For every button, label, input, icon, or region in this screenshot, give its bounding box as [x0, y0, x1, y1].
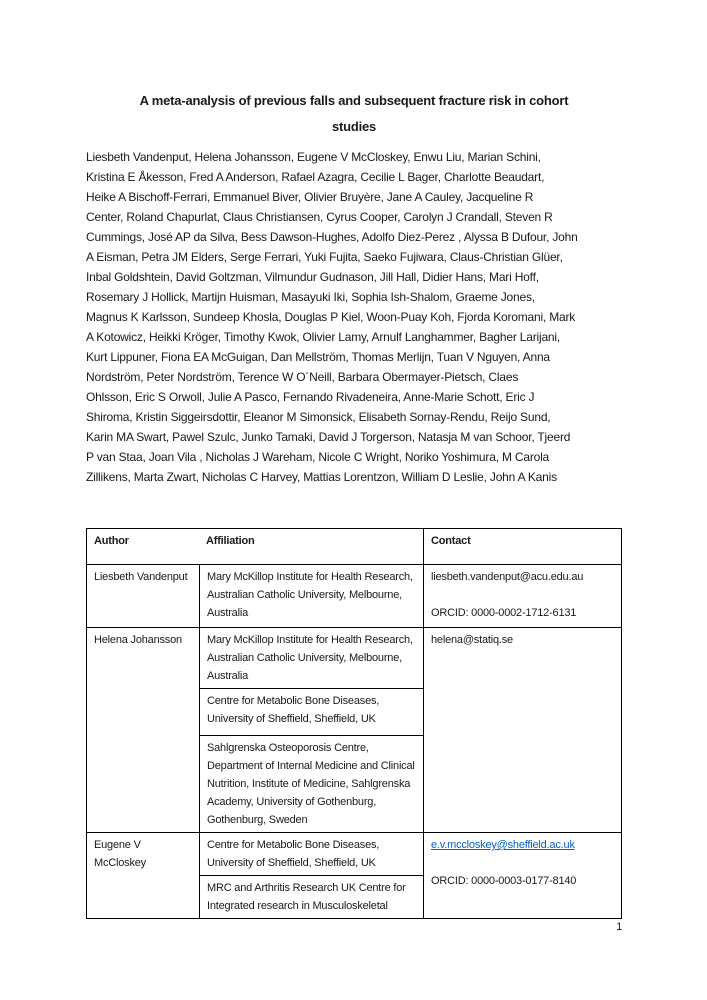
affiliation-entry: Centre for Metabolic Bone Diseases, University of Sheffield, Sheffield, UK: [207, 839, 380, 869]
table-row: [87, 564, 621, 627]
email-text: helena@statiq.se: [431, 634, 513, 646]
author-list-line: P van Staa, Joan Vila , Nicholas J Wareham, Nicole C Wright, Noriko Yoshimura, M Carola: [86, 450, 550, 464]
email-link[interactable]: e.v.mccloskey@sheffield.ac.uk: [431, 839, 575, 851]
paper-title-line1: A meta-analysis of previous falls and subsequent fracture risk in cohort: [139, 93, 569, 108]
orcid-text: ORCID: 0000-0003-0177-8140: [431, 875, 577, 887]
author-list-line: Rosemary J Hollick, Martijn Huisman, Masayuki Iki, Sophia Ish-Shalom, Graeme Jones,: [86, 290, 535, 304]
author-list-line: Kristina E Åkesson, Fred A Anderson, Rafael Azagra, Cecilie L Bager, Charlotte Beaudart,: [86, 170, 545, 184]
author-list-line: Ohlsson, Eric S Orwoll, Julie A Pasco, Fernando Rivadeneira, Anne-Marie Schott, Eric J: [86, 390, 535, 404]
affiliation-entry: Mary McKillop Institute for Health Research, Australian Catholic University, Melbourne, Australia: [207, 634, 413, 682]
author-list-line: Karin MA Swart, Pawel Szulc, Junko Tamaki, David J Torgerson, Natasja M van Schoor, Tjeerd: [86, 430, 571, 444]
author-list-line: Nordström, Peter Nordström, Terence W O´Neill, Barbara Obermayer-Pietsch, Claes: [86, 370, 519, 384]
table-header-author: Author: [94, 535, 129, 547]
affiliation-cell: [199, 628, 423, 832]
author-list-line: A Eisman, Petra JM Elders, Serge Ferrari, Yuki Fujita, Saeko Fujiwara, Claus-Christian Glüer,: [86, 250, 563, 264]
table-header-affiliation: Affiliation: [206, 535, 255, 547]
author-list: [86, 147, 622, 487]
email-text: liesbeth.vandenput@acu.edu.au: [431, 571, 584, 583]
table-header-contact: Contact: [423, 529, 621, 564]
affiliation-cell: [199, 565, 423, 627]
author-list-line: Center, Roland Chapurlat, Claus Christiansen, Cyrus Cooper, Carolyn J Crandall, Steven R: [86, 210, 553, 224]
author-list-line: Magnus K Karlsson, Sundeep Khosla, Douglas P Kiel, Woon-Puay Koh, Fjorda Koromani, Mark: [86, 310, 576, 324]
page-number: 1: [616, 921, 622, 933]
contact-cell: [423, 565, 621, 627]
author-cell: Liesbeth Vandenput: [94, 571, 188, 583]
authors-table: [86, 528, 622, 919]
affiliation-entry: Mary McKillop Institute for Health Research, Australian Catholic University, Melbourne, Australia: [207, 571, 413, 619]
author-list-line: Liesbeth Vandenput, Helena Johansson, Eugene V McCloskey, Enwu Liu, Marian Schini,: [86, 150, 541, 164]
author-list-line: Zillikens, Marta Zwart, Nicholas C Harvey, Mattias Lorentzon, William D Leslie, John A Kanis: [86, 470, 557, 484]
affiliation-cell: [199, 833, 423, 918]
page-content: [86, 0, 622, 919]
author-cell: Eugene V McCloskey: [94, 839, 146, 869]
author-list-line: A Kotowicz, Heikki Kröger, Timothy Kwok, Olivier Lamy, Arnulf Langhammer, Bagher Larijani,: [86, 330, 560, 344]
affiliation-entry: MRC and Arthritis Research UK Centre for Integrated research in Musculoskeletal: [200, 875, 423, 918]
affiliation-entry: Sahlgrenska Osteoporosis Centre, Department of Internal Medicine and Clinical Nutrition, Institute of Medicine, Sahlgrenska Academy, University of Gothenburg, Gothenburg, Sweden: [200, 735, 423, 832]
author-list-line: Inbal Goldshtein, David Goltzman, Vilmundur Gudnason, Jill Hall, Didier Hans, Mari Hoff,: [86, 270, 539, 284]
paper-title: [86, 0, 622, 140]
contact-cell: [423, 628, 621, 832]
affiliation-entry: Centre for Metabolic Bone Diseases, University of Sheffield, Sheffield, UK: [200, 688, 423, 735]
author-list-line: Kurt Lippuner, Fiona EA McGuigan, Dan Mellström, Thomas Merlijn, Tuan V Nguyen, Anna: [86, 350, 550, 364]
author-list-line: Heike A Bischoff-Ferrari, Emmanuel Biver, Olivier Bruyère, Jane A Cauley, Jacqueline R: [86, 190, 534, 204]
author-cell: Helena Johansson: [94, 634, 182, 646]
table-row: [87, 627, 621, 832]
author-list-line: Cummings, José AP da Silva, Bess Dawson-Hughes, Adolfo Diez-Perez , Alyssa B Dufour, John: [86, 230, 578, 244]
table-row: [87, 832, 621, 918]
author-list-line: Shiroma, Kristin Siggeirsdottir, Eleanor M Simonsick, Elisabeth Sornay-Rendu, Reijo Sund,: [86, 410, 551, 424]
paper-title-line2: studies: [331, 119, 377, 134]
contact-cell: [423, 833, 621, 918]
orcid-text: ORCID: 0000-0002-1712-6131: [431, 607, 577, 619]
table-header-row: [87, 529, 621, 564]
